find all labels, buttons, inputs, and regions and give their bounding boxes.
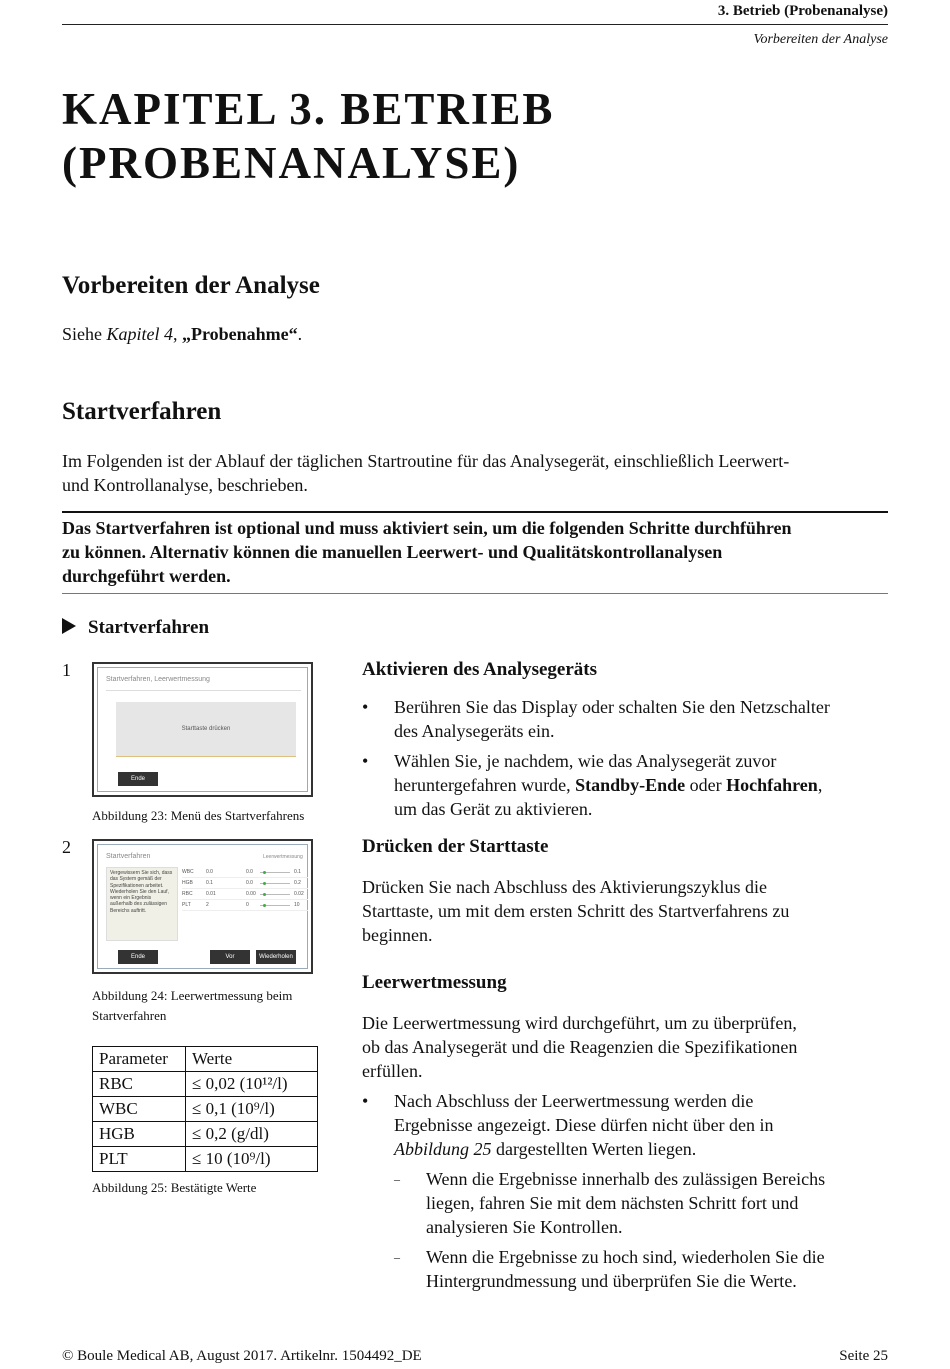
- step1-bullet-1: • Berühren Sie das Display oder schalten Sie den Netzschalter des Analysegeräts ein.: [362, 697, 830, 741]
- step2-text: Drücken Sie nach Abschluss des Aktivierungszyklus die Starttaste, um mit dem ersten Schritt des Startverfahrens zu beginnen.: [362, 877, 790, 945]
- screen-result-row: WBC 0.0 0.0 0.1: [182, 867, 308, 878]
- start-prompt-panel: Starttaste drücken: [116, 702, 296, 757]
- screen-info-message: Vergewissern Sie sich, dass das System gemäß der Spezifikationen arbeitet. Wiederholen Sie den Lauf, wenn ein Ergebnis außerhalb des zulässigen Bereichs auftritt.: [106, 867, 178, 941]
- chapter-title-line2: (PROBENANALYSE): [62, 138, 521, 188]
- blank-heading: Leerwertmessung: [362, 972, 507, 993]
- note-rule-top: [62, 511, 888, 513]
- range-indicator: [260, 872, 290, 873]
- footer-copyright: © Boule Medical AB, August 2017. Artikelnr. 1504492_DE: [62, 1348, 422, 1364]
- header-rule: [62, 24, 888, 25]
- startup-intro: Im Folgenden ist der Ablauf der täglichen Startroutine für das Analysegerät, einschließlich Leerwert- und Kontrollanalyse, beschrieben.: [62, 451, 790, 495]
- procedure-heading: Startverfahren: [62, 617, 209, 639]
- screenshot-startup-menu: [92, 662, 313, 797]
- range-indicator: [260, 883, 290, 884]
- screenshot-blank-measurement: Startverfahren Leerwertmessung Vergewissern Sie sich, dass das System gemäß der Spezifikationen arbeitet. Wiederholen Sie den Lauf, wenn ein Ergebnis außerhalb des zulässigen Bereichs auftritt. WBC 0.0 0.0 0.1 HGB 0.1 0.0 0.2 RBC 0.01 0.00 0.02 PLT 2 0 10 Ende Vor Wiederholen: [92, 839, 313, 974]
- table-row: PLT ≤ 10 (10⁹/l): [93, 1147, 318, 1172]
- figure-23-caption: Abbildung 23: Menü des Startverfahrens: [92, 808, 305, 823]
- step1-heading: Aktivieren des Analysegeräts: [362, 659, 598, 680]
- screen-result-row: PLT 2 0 10: [182, 900, 308, 911]
- section-heading-preparation: Vorbereiten der Analyse: [62, 272, 320, 299]
- table-header-parameter: Parameter: [93, 1047, 186, 1072]
- triangle-bullet-icon: [62, 618, 76, 634]
- footer-page-number: Seite 25: [839, 1348, 888, 1364]
- running-header-subtitle: Vorbereiten der Analyse: [753, 32, 888, 47]
- screen-title: Startverfahren, Leerwertmessung: [106, 676, 210, 683]
- chapter-title: [62, 82, 554, 190]
- section-heading-startup: Startverfahren: [62, 398, 222, 425]
- blank-dash-2: – Wenn die Ergebnisse zu hoch sind, wiederholen Sie die Hintergrundmessung und überprüfen Sie die Werte.: [394, 1247, 825, 1291]
- blank-text: Die Leerwertmessung wird durchgeführt, um zu überprüfen, ob das Analysegerät und die Reagenzien die Spezifikationen erfüllen.: [362, 1013, 798, 1081]
- figure-reference[interactable]: Abbildung 25: [394, 1139, 492, 1159]
- figure-25-caption: Abbildung 25: Bestätigte Werte: [92, 1180, 257, 1195]
- screen-result-row: RBC 0.01 0.00 0.02: [182, 889, 308, 900]
- step-number-1: 1: [62, 660, 71, 680]
- blank-dash-1: – Wenn die Ergebnisse innerhalb des zulässigen Bereichs liegen, fahren Sie mit dem nächsten Schritt fort und analysieren Sie Kontrollen.: [394, 1169, 826, 1237]
- screen-result-row: HGB 0.1 0.0 0.2: [182, 878, 308, 889]
- table-row: HGB ≤ 0,2 (g/dl): [93, 1122, 318, 1147]
- table-row: WBC ≤ 0,1 (10⁹/l): [93, 1097, 318, 1122]
- section-preparation-text: Siehe Kapitel 4, „Probenahme“.: [62, 324, 303, 344]
- screen-end-button[interactable]: Ende: [118, 772, 158, 786]
- screen-repeat-button[interactable]: Wiederholen: [256, 950, 296, 964]
- blank-bullet-1: • Nach Abschluss der Leerwertmessung werden die Ergebnisse angezeigt. Diese dürfen nicht über den in Abbildung 25 dargestellten Werten liegen.: [362, 1091, 774, 1159]
- screen-end-button[interactable]: Ende: [118, 950, 158, 964]
- step1-bullet-2: • Wählen Sie, je nachdem, wie das Analysegerät zuvor heruntergefahren wurde, Standby-Ende oder Hochfahren, um das Gerät zu aktivieren.: [362, 751, 823, 819]
- note-rule-bottom: [62, 593, 888, 594]
- confirmed-values-table: [92, 1046, 318, 1172]
- chapter-title-line1: KAPITEL 3. BETRIEB: [62, 84, 555, 134]
- chapter-reference[interactable]: Kapitel 4: [106, 324, 173, 344]
- table-header-values: Werte: [186, 1047, 318, 1072]
- range-indicator: [260, 894, 290, 895]
- running-header-title: 3. Betrieb (Probenanalyse): [717, 3, 888, 19]
- step2-heading: Drücken der Starttaste: [362, 836, 549, 857]
- table-header-row: [93, 1047, 318, 1072]
- screen-next-button[interactable]: Vor: [210, 950, 250, 964]
- figure-24-caption: Abbildung 24: Leerwertmessung beim Startverfahren: [92, 988, 293, 1023]
- range-indicator: [260, 905, 290, 906]
- note-box: Das Startverfahren ist optional und muss aktiviert sein, um die folgenden Schritte durchführen zu können. Alternativ können die manuellen Leerwert- und Qualitätskontrollanalysen durchgeführt werden.: [62, 518, 792, 586]
- table-row: RBC ≤ 0,02 (10¹²/l): [93, 1072, 318, 1097]
- screen-results-list: [182, 867, 308, 911]
- step-number-2: 2: [62, 837, 71, 857]
